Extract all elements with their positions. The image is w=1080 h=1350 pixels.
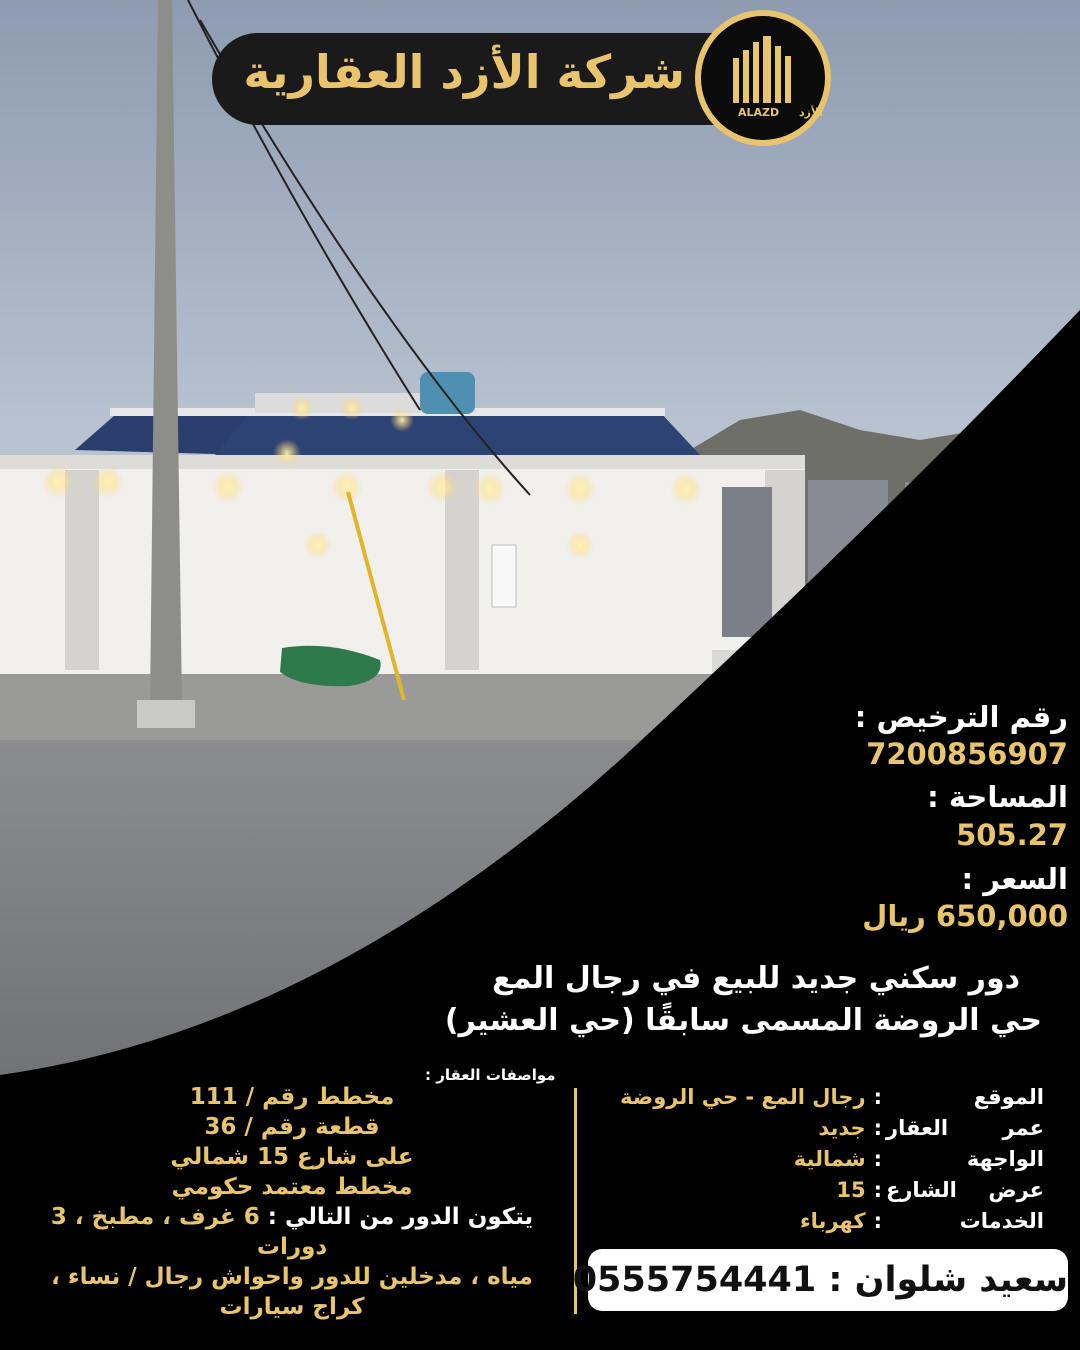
- spec-line: قطعة رقم / 36: [204, 1114, 380, 1140]
- detail-label: الواجهة: [966, 1147, 1044, 1171]
- spec-line: مخطط معتمد حكومي: [171, 1174, 413, 1200]
- headline-line1: دور سكني جديد للبيع في رجال المع: [492, 961, 1020, 996]
- detail-row-location: الموقع:رجال المع - حي الروضة: [620, 1082, 1044, 1113]
- property-details: [620, 1082, 1044, 1237]
- detail-row-age: عمر العقار:جديد: [620, 1113, 1044, 1144]
- detail-label: عمر العقار: [886, 1116, 1044, 1140]
- detail-row-street-width: عرض الشارع:15: [620, 1175, 1044, 1206]
- contact-phone[interactable]: 0555754441: [572, 1260, 817, 1300]
- detail-value: رجال المع - حي الروضة: [620, 1085, 866, 1109]
- spec-line: مخطط رقم / 111: [189, 1084, 395, 1110]
- composition-line2: مياه ، مدخلين للدور واحواش رجال / نساء ،: [51, 1264, 533, 1290]
- detail-label: عرض الشارع: [886, 1178, 1044, 1202]
- detail-value: كهرباء: [799, 1209, 866, 1233]
- price-label: السعر :: [961, 862, 1068, 896]
- composition-line1: [12, 1202, 572, 1262]
- spec-line: على شارع 15 شمالي: [170, 1144, 414, 1170]
- contact-name: سعيد شلوان :: [828, 1260, 1068, 1300]
- detail-row-services: الخدمات:كهرباء: [620, 1206, 1044, 1237]
- license-value: 7200856907: [866, 737, 1068, 771]
- detail-row-facade: الواجهة:شمالية: [620, 1144, 1044, 1175]
- price-value: 650,000 ريال: [862, 899, 1068, 933]
- headline: [445, 958, 1042, 1042]
- logo-latin: ALAZD: [738, 106, 780, 119]
- composition-value: 6 غرف ، مطبخ ، 3 دورات: [50, 1204, 328, 1260]
- detail-value: 15: [836, 1178, 866, 1202]
- license-label: رقم الترخيص :: [854, 700, 1068, 734]
- brand-name: شركة الأزد العقارية: [243, 45, 685, 99]
- specs-list: [12, 1082, 572, 1322]
- detail-label: الخدمات: [959, 1209, 1044, 1233]
- contact-box[interactable]: [572, 1249, 1068, 1311]
- headline-line2: حي الروضة المسمى سابقًا (حي العشير): [444, 1003, 1042, 1038]
- specs-title: مواصفات العقار :: [425, 1066, 556, 1084]
- area-value: 505.27: [956, 818, 1068, 852]
- composition-label: يتكون الدور من التالي :: [267, 1204, 534, 1230]
- area-label: المساحة :: [927, 780, 1068, 814]
- logo-arabic: الأزد: [799, 106, 823, 119]
- detail-value: شمالية: [793, 1147, 866, 1171]
- detail-label: الموقع: [973, 1085, 1044, 1109]
- brand-logo: [693, 8, 833, 148]
- detail-value: جديد: [818, 1116, 866, 1140]
- composition-line3: كراج سيارات: [219, 1294, 365, 1320]
